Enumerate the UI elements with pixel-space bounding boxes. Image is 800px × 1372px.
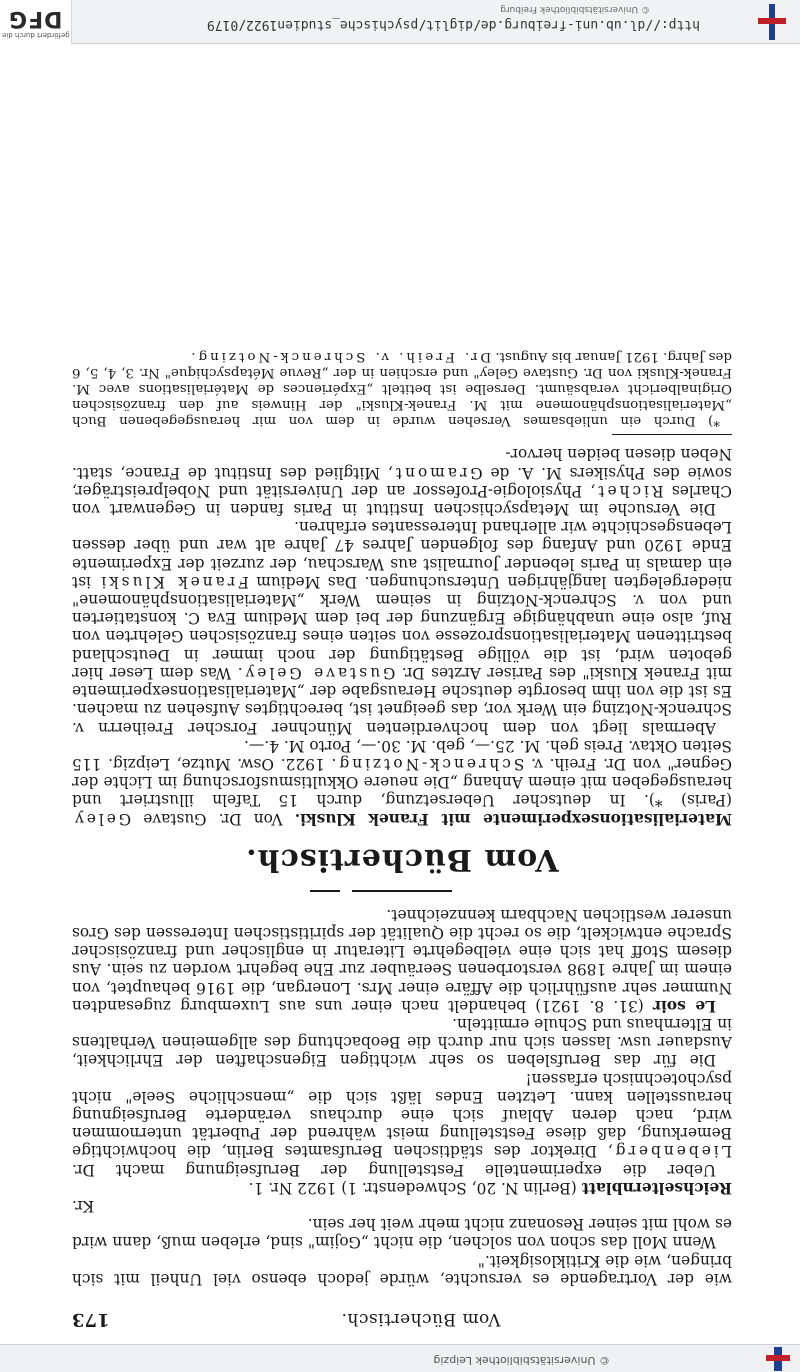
running-head (72, 1310, 732, 1328)
paragraph: Die für das Berufsleben so sehr wichtigen Eigenschaften der Ehrlichkeit, Ausdauer usw. lassen sich nur durch die Beobachtung des allgemeinen Verhaltens in Elternhaus und Schule ermitteln. (72, 1014, 732, 1070)
scanned-book-page (72, 88, 732, 1328)
paragraph: Ueber die experimentelle Feststellung der Berufseignung macht Dr. Liebenberg, Direktor des städtischen Berufsamtes Berlin, die hochwichtige Bemerkung, daß diese Feststellung meist während der Pubertät unternommen wird, nach deren Ablauf sich eine durchaus veränderte Berufseignung herausstellen kann. Letzten Endes läßt sich die „menschliche Seele" nicht psychotechnisch erfassen! (72, 1069, 732, 1179)
paragraph: wie der Vortragende es versuchte, würde jedoch ebenso viel Unheil mit sich bringen, wie die Kritiklosigkeit." (72, 1251, 732, 1288)
paragraph: Abermals liegt von dem hochverdienten Münchner Forscher Freiherrn v. Schrenck-Notzing ein Werk vor, das geeignet ist, berechtigtes Aufsehen zu machen. Es ist die von ihm besorgte deutsche Herausgabe der „Materialisationsexperimente mit Franek Kluski" des Pariser Arztes Dr. Gustave Geley. Was dem Leser hier geboten wird, ist die völlige Bestätigung der noch immer in Deutschland bestrittenen Materialisationsprozesse von seiten eines französischen Gelehrten von Ruf, also eine unabhängige Ergänzung der bei dem Medium Eva C. konstatierten und von v. Schrenck-Notzing in seinem Werk „Materialisationsphänomene" niedergelegten langjährigen Untersuchungen. Das Medium Franek Kluski ist ein damals in Paris lebender Journalist aus Warschau, der zurzeit der Experimente Ende 1920 und Anfang des folgenden Jahres 47 Jahre alt war und über dessen Lebensgeschichte wir allerhand Interessantes erfahren. (71, 518, 732, 737)
library-cross-icon (754, 4, 790, 40)
copyright-notice-top: © Universitätsbibliothek Freiburg (500, 4, 650, 14)
dfg-logo-partial (8, 1349, 48, 1369)
dfg-logo (0, 0, 72, 44)
running-head-title: Vom Büchertisch. (341, 1309, 501, 1329)
page-number: 173 (72, 1309, 110, 1330)
paragraph: Wenn Moll das schon von solchen, die nicht „Gojim" sind, erleben muß, dann wird es wohl mit seiner Resonanz nicht mehr weit her sein. (72, 1215, 732, 1252)
footnote-signature: Dr. Freih. v. Schrenck-Notzing. (188, 349, 492, 365)
viewer-top-bar (0, 0, 800, 44)
footnote (72, 348, 732, 428)
periodical-title: Le soir (652, 996, 716, 1015)
book-title: Materialisationsexperimente mit Franek Kluski. (294, 809, 732, 828)
copyright-notice-bottom: © Universitätsbibliothek Leipzig (433, 1354, 610, 1367)
dfg-logo-tagline: gefördert durch die (1, 30, 70, 39)
section-divider (352, 890, 452, 892)
footnote-rule (612, 434, 732, 435)
footnote-text: *) Durch ein unliebsames Versehen wurde in dem von mir herausgegebenen Buch „Materialisationsphänomene mit M. Franek-Kluski" der Hinweis auf den französischen Originalbericht verabsäumt. Derselbe ist betitelt „Expériences de Matérialisations avec M. Franek-Kluski von Dr. Gustave Geley" und erschien in der „Revue Métapsychique" Nr. 3, 4, 5, 6 des Jahrg. 1921 Januar bis August. Dr. Freih. v. Schrenck-Notzing. (72, 349, 732, 429)
paragraph: Reichselternblatt (Berlin N. 20, Schwedenstr. 1) 1922 Nr. 1. (248, 1178, 732, 1197)
author-signature: Kr. (72, 1196, 95, 1215)
paragraph: Le soir (31. 8. 1921) behandelt nach einer uns aus Luxemburg zugesandten Nummer sehr ausführlich die Affäre einer Mrs. Lonergan, die 1916 behauptet, von einem im Jahre 1898 verstorbenen Seeräuber zur Ehe begehrt worden zu sein. Aus diesem Stoff hat sich eine vielbegehrte Literatur in englischer und französischer Sprache entwickelt, die so recht die Qualität der spiritistischen Interessen des Gros unserer westlichen Nachbarn kennzeichnet. (72, 905, 732, 1015)
section-title: Vom Büchertisch. (245, 841, 559, 877)
periodical-title: Reichselternblatt (581, 1178, 732, 1197)
address-bar-url[interactable]: http://dl.ub.uni-freiburg.de/diglit/psychische_studien1922/0179 (206, 17, 700, 32)
book-entry: Materialisationsexperimente mit Franek Kluski. Von Dr. Gustave Geley (Paris) *). In deutscher Uebersetzung, durch 15 Tafeln illustriert und herausgegeben mit einem Anhang „Die neuere Okkultismusforschung im Lichte der Gegner" von Dr. Freih. v. Schrenck-Notzing. 1922. Osw. Mutze, Leipzig. 115 Seiten Oktav. Preis geh. M. 25.—, geb. M. 30.—, Porto M. 4.—. (71, 736, 732, 828)
dfg-logo-text: DFG (8, 5, 63, 31)
paragraph: Die Versuche im Metapsychischen Institut in Paris fanden in Gegenwart von Charles Richet, Physiologie-Professor an der Universität und Nobelpreisträger, sowie des Physikers M. A. de Gramont, Mitglied des Institut de France, statt. Neben diesen beiden hervor- (72, 445, 732, 519)
viewer-bottom-bar (0, 1344, 800, 1372)
